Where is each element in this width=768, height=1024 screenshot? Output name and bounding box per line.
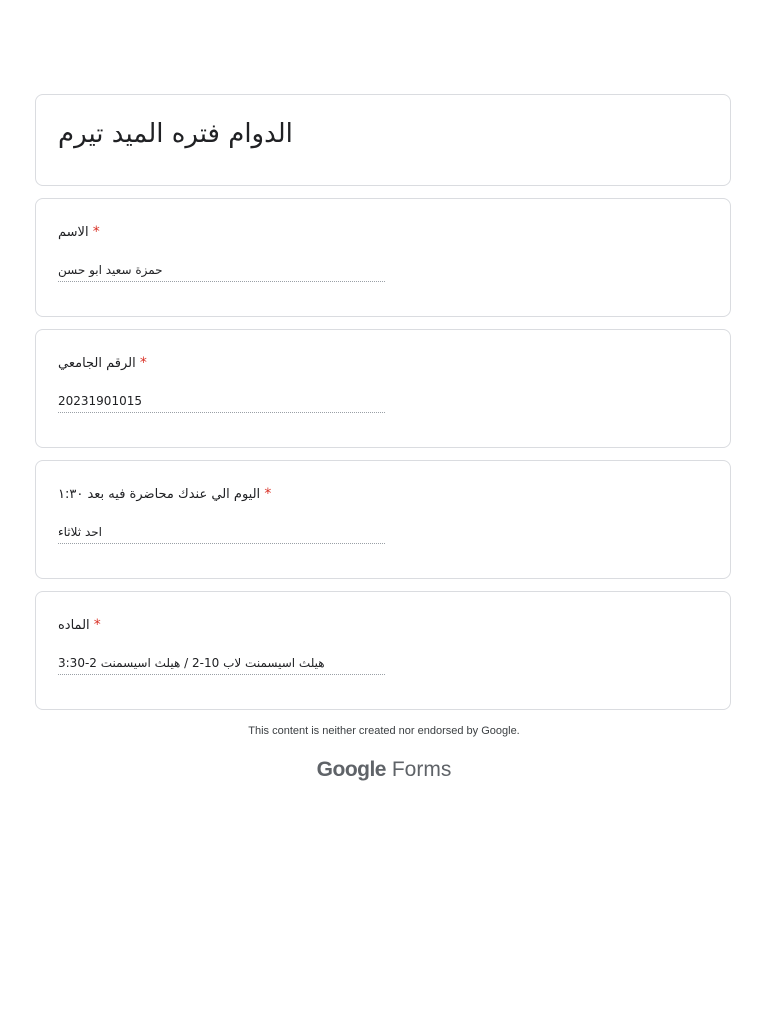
question-label xyxy=(58,485,271,504)
answer-field[interactable]: 20231901015 xyxy=(58,392,385,413)
required-asterisk: * xyxy=(264,486,272,502)
question-card-lecture-day xyxy=(35,460,731,579)
question-card-subject xyxy=(35,591,731,710)
question-label xyxy=(58,223,100,242)
question-card-name xyxy=(35,198,731,317)
required-asterisk: * xyxy=(92,224,100,240)
question-label xyxy=(58,354,147,373)
form-title: الدوام فتره الميد تيرم xyxy=(58,119,293,149)
brand-forms: Forms xyxy=(391,758,452,781)
answer-field[interactable]: هيلث اسيسمنت لاب 10-2 / هيلث اسيسمنت 2-3:30 xyxy=(58,654,385,675)
question-card-student-id xyxy=(35,329,731,448)
disclaimer-text: This content is neither created nor endorsed by Google. xyxy=(248,725,520,737)
answer-field[interactable]: حمزة سعيد ابو حسن xyxy=(58,261,385,282)
brand-google: Google xyxy=(316,758,386,781)
answer-field[interactable]: احد ثلاثاء xyxy=(58,523,385,544)
form-header-card xyxy=(35,94,731,186)
question-label xyxy=(58,616,101,635)
question-text: الاسم xyxy=(58,225,89,240)
required-asterisk: * xyxy=(139,355,147,371)
question-text: الماده xyxy=(58,618,90,633)
question-text: اليوم الي عندك محاضرة فيه بعد ١:٣٠ xyxy=(58,487,261,502)
google-forms-logo[interactable] xyxy=(0,758,768,782)
question-text: الرقم الجامعي xyxy=(58,356,136,371)
required-asterisk: * xyxy=(93,617,101,633)
